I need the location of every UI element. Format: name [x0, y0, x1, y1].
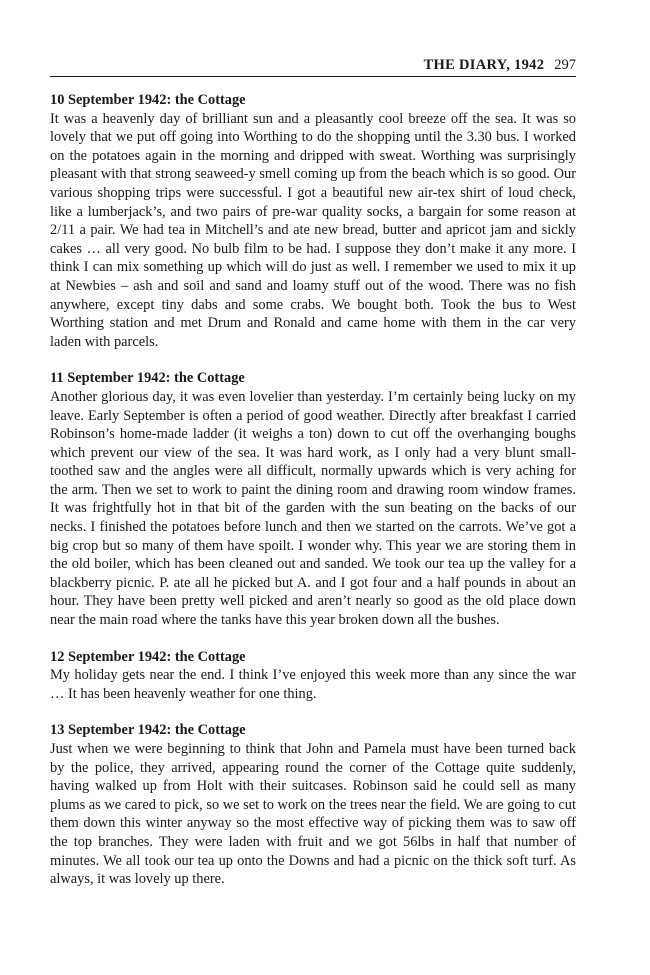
- page-number: 297: [554, 57, 576, 73]
- entry-body: My holiday gets near the end. I think I’ve enjoyed this week more than any since the war … It has been heavenly weather for one thing.: [50, 667, 576, 702]
- entry-heading: 13 September 1942: the Cottage: [50, 722, 246, 739]
- entry-heading: 10 September 1942: the Cottage: [50, 92, 246, 108]
- diary-entry: [50, 369, 576, 629]
- header-rule: [50, 76, 576, 77]
- entry-heading: 12 September 1942: the Cottage: [50, 648, 246, 665]
- entry-body: Just when we were beginning to think that John and Pamela must have been turned back by the police, they arrived, appearing round the corner of the Cottage quite suddenly, having walked up from Holt with their suitcases. Robinson said he could sell as many plums as we cared to pick, so we set to work on the trees near the field. We are going to cut them down this winter anyway so the most effective way of picking them was to saw off the top branches. They were laden with fruit and we got 56lbs in half that number of minutes. We all took our tea up onto the Downs and had a picnic on the thick soft turf. As always, it was lovely up there.: [50, 741, 576, 888]
- running-head: [50, 56, 576, 74]
- entry-body: Another glorious day, it was even lovelier than yesterday. I’m certainly being lucky on my leave. Early September is often a period of good weather. Directly after breakfast I carried Robinson’s home-made ladder (it weighs a ton) down to cut off the overhanging boughs which prevent our view of the sea. It was hard work, as I only had a very blunt small-toothed saw and the angles were all difficult, normally upwards which is very aching for the arm. Then we set to work to paint the dining room and drawing room window frames. It was frightfully hot in that bit of the garden with the sun beating on the backs of our necks. I finished the potatoes before lunch and then we started on the carrots. We’ve got a big crop but so many of them have spoilt. I wonder why. This year we are storing them in the old boiler, which has been cleaned out and sanded. We took our tea up the valley for a blackberry picnic. P. ate all he picked but A. and I got four and a half pounds in about an hour. They have been pretty well picked and aren’t nearly so good as the old place down near the main road where the tanks have this year broken down all the bushes.: [50, 388, 576, 629]
- running-title: THE DIARY, 1942: [423, 57, 545, 73]
- diary-entry: [50, 648, 576, 704]
- diary-entry: [50, 721, 576, 888]
- diary-content: [50, 91, 576, 907]
- entry-body: It was a heavenly day of brilliant sun and a pleasantly cool breeze off the sea. It was so lovely that we put off going into Worthing to do the shopping until the 3.30 bus. I worked on the potatoes again in the morning and dripped with sweat. Worthing was surprisingly pleasant with that strong seaweed-y smell coming up from the beach which is so good. Our various shopping trips were successful. I got a beautiful new air-tex shirt of loud check, like a lumberjack’s, and two pairs of pre-war quality socks, a bargain for some reason at 2/11 a pair. We had tea in Mitchell’s and ate new bread, butter and apricot jam and sickly cakes … all very good. No bulb film to be had. I suppose they don’t make it any more. I think I can mix something up which will do just as well. I remember we used to mix it up at Newbies – ash and soil and sand and loamy stuff out of the wood. There was no fish anywhere, except tiny dabs and some crabs. We bought both. Took the bus to West Worthing station and met Drum and Ronald and came home with them in the car very laden with parcels.: [50, 110, 576, 350]
- diary-entry: [50, 91, 576, 351]
- entry-heading: 11 September 1942: the Cottage: [50, 370, 245, 387]
